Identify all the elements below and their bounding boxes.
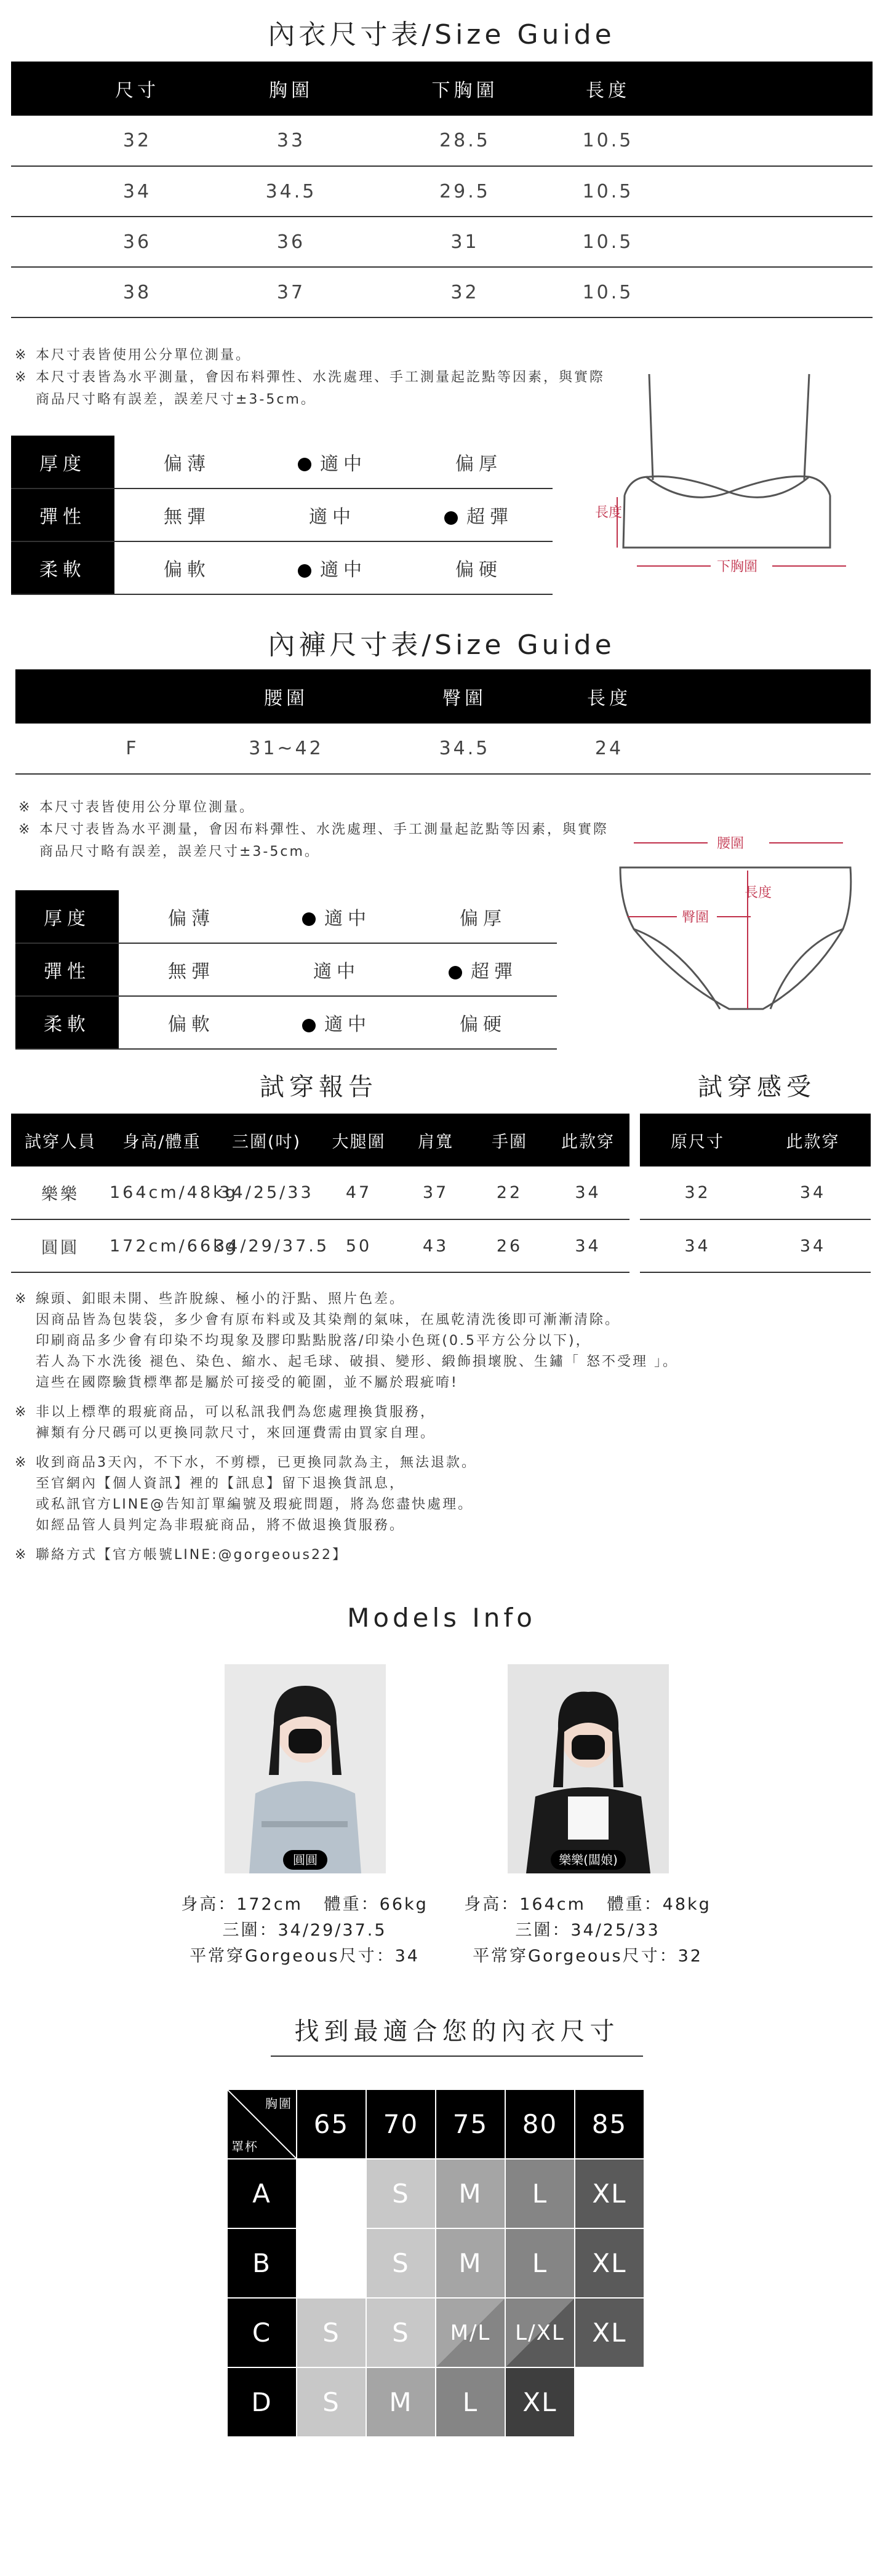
table-cell: 36 <box>76 217 199 267</box>
feel-label: 彈性 <box>11 488 114 541</box>
selected-dot-icon <box>302 912 316 926</box>
table-cell: 34 <box>755 1219 871 1272</box>
feel-row <box>15 996 557 1049</box>
size-cell-split: L/XL <box>505 2298 575 2367</box>
length-label: 長度 <box>595 505 623 520</box>
feel-row <box>11 436 553 488</box>
size-cell: L <box>505 2159 575 2228</box>
panty-notes <box>18 797 609 863</box>
feel-option: 適中 <box>260 436 405 488</box>
reference-mark-icon: ※ <box>15 1455 28 1470</box>
note-text: 本尺寸表皆使用公分單位測量。 <box>39 800 255 815</box>
table-header-row <box>11 62 873 116</box>
table-row <box>11 166 873 217</box>
cup-row <box>227 2159 644 2228</box>
table-cell: F <box>71 724 194 774</box>
model-photo-lele <box>508 1664 669 1873</box>
table-cell: 34 <box>546 1166 629 1219</box>
model-height: 身高：164cm <box>464 1895 586 1914</box>
size-cell: S <box>366 2298 436 2367</box>
table-row <box>11 1166 629 1219</box>
table-row <box>11 1219 629 1272</box>
feel-option: 偏軟 <box>119 996 264 1049</box>
header-cell: 此款穿 <box>546 1114 629 1166</box>
hip-label: 臀圍 <box>682 910 709 925</box>
cup-label: C <box>227 2298 297 2367</box>
table-cell: 172cm/66kg <box>110 1219 214 1272</box>
feel-option: 適中 <box>264 996 409 1049</box>
size-cell-split: M/L <box>436 2298 505 2367</box>
reference-mark-icon: ※ <box>15 1405 28 1420</box>
model-weight: 體重：48kg <box>607 1895 711 1914</box>
selected-dot-icon <box>298 458 311 471</box>
model-photo-yuanyuan <box>225 1664 386 1873</box>
corner-cup-label: 罩杯 <box>231 2139 258 2154</box>
size-cell: M <box>436 2159 505 2228</box>
models-title: Models Info <box>347 1603 536 1633</box>
feel-label: 厚度 <box>15 890 119 943</box>
size-cell: XL <box>575 2298 644 2367</box>
size-cell: S <box>366 2159 436 2228</box>
notice-block: ※ 收到商品3天內，不下水，不剪標，已更換同款為主，無法退款。 至官網內【個人資訊】裡的【訊息】留下退換貨訊息， 或私訊官方LINE@告知訂單編號及瑕疵問題，將為您盡快處理。 如經品管人員判定為非瑕疵商品，將不做退換貨服務。 <box>15 1453 864 1536</box>
header-cell: 原尺寸 <box>640 1114 755 1166</box>
length-label: 長度 <box>745 885 772 901</box>
table-cell: 34.5 <box>378 724 551 774</box>
table-cell: 34 <box>76 166 199 217</box>
table-row <box>11 217 873 267</box>
band-header-row <box>227 2089 644 2159</box>
table-header-row <box>11 1114 629 1166</box>
cup-row <box>227 2367 644 2437</box>
table-cell: 10.5 <box>546 116 669 166</box>
table-row <box>11 267 873 317</box>
feel-row <box>15 890 557 943</box>
feel-option: 適中 <box>264 890 409 943</box>
feel-option: 偏薄 <box>114 436 260 488</box>
header-cell: 身高/體重 <box>110 1114 214 1166</box>
header-cell: 此款穿 <box>755 1114 871 1166</box>
note-text: 本尺寸表皆為水平測量，會因布料彈性、水洗處理、手工測量起訖點等因素，與實際商品尺寸略有誤差，誤差尺寸±3-5cm。 <box>39 822 609 859</box>
table-cell: 31 <box>383 217 546 267</box>
feel-option: 超彈 <box>405 488 553 541</box>
selected-dot-icon <box>444 511 458 525</box>
panty-size-table <box>15 669 871 775</box>
contact-line: 聯絡方式【官方帳號LINE:@gorgeous22】 <box>36 1547 348 1563</box>
bra-outline-icon <box>623 374 830 548</box>
size-cell: M <box>436 2228 505 2298</box>
notice-block: ※ 非以上標準的瑕疵商品，可以私訊我們為您處理換貨服務， 褲類有分尺碼可以更換同款尺寸，來回運費需由買家自理。 <box>15 1402 864 1444</box>
feel-option: 偏硬 <box>409 996 557 1049</box>
feel-option: 偏厚 <box>409 890 557 943</box>
header-cell: 試穿人員 <box>11 1114 110 1166</box>
feel-option: 超彈 <box>409 943 557 996</box>
header-cell: 臀圍 <box>378 669 551 724</box>
table-cell: 32 <box>383 267 546 317</box>
table-cell: 50 <box>319 1219 399 1272</box>
grid-corner <box>227 2089 297 2159</box>
reference-mark-icon: ※ <box>15 370 28 385</box>
notice-block <box>15 1545 864 1566</box>
table-cell: 38 <box>76 267 199 317</box>
table-cell: 34.5 <box>199 166 383 217</box>
underbust-label: 下胸圍 <box>717 559 758 575</box>
feel-row <box>11 541 553 594</box>
model-bwh: 三圍：34/25/33 <box>515 1921 660 1940</box>
selected-dot-icon <box>449 966 462 979</box>
trial-report-table <box>11 1114 629 1273</box>
reference-mark-icon: ※ <box>15 1547 28 1563</box>
band-label: 75 <box>436 2089 505 2159</box>
size-cell: L <box>436 2367 505 2437</box>
panty-size-title: 內褲尺寸表/Size Guide <box>268 629 615 661</box>
header-cell: 三圍(吋) <box>214 1114 319 1166</box>
header-cell: 長度 <box>551 669 668 724</box>
feel-label: 厚度 <box>11 436 114 488</box>
trial-report-title: 試穿報告 <box>260 1073 378 1101</box>
cup-row <box>227 2228 644 2298</box>
feel-option: 適中 <box>260 541 405 594</box>
panty-diagram <box>609 824 868 1021</box>
note-text: 本尺寸表皆為水平測量，會因布料彈性、水洗處理、手工測量起訖點等因素，與實際商品尺寸略有誤差，誤差尺寸±3-5cm。 <box>36 370 605 407</box>
size-cell <box>297 2159 366 2228</box>
feel-label: 柔軟 <box>11 541 114 594</box>
table-cell: 37 <box>399 1166 473 1219</box>
feel-option: 偏軟 <box>114 541 260 594</box>
table-row <box>640 1166 871 1219</box>
note-text: 本尺寸表皆使用公分單位測量。 <box>36 348 252 363</box>
table-cell: 164cm/48kg <box>110 1166 214 1219</box>
table-cell: 29.5 <box>383 166 546 217</box>
header-cell <box>71 669 194 724</box>
header-cell: 大腿圍 <box>319 1114 399 1166</box>
notice-block: ※ 線頭、釦眼未開、些許脫線、極小的汙點、照片色差。 因商品皆為包裝袋，多少會有原布料或及其染劑的氣味，在風乾清洗後即可漸漸清除。 印刷商品多少會有印染不均現象及膠印點點脫落/印染小色斑(0.5平方公分以下)， 若人為下水洗後 褪色、染色、縮水、起毛球、破損、變形、緞飾損壞脫、生鏽「 怒不受理 」。 這些在國際驗貨標準都是屬於可接受的範圍，並不屬於瑕疵唷! <box>15 1289 864 1394</box>
header-cell: 胸圍 <box>199 62 383 116</box>
feel-option: 適中 <box>264 943 409 996</box>
waist-label: 腰圍 <box>717 836 745 851</box>
model-caption: 圓圓 <box>283 1850 327 1870</box>
model-weight: 體重：66kg <box>324 1895 428 1914</box>
band-label: 65 <box>297 2089 366 2159</box>
model-figure-icon <box>508 1664 669 1873</box>
reference-mark-icon: ※ <box>18 800 32 815</box>
feel-option: 無彈 <box>119 943 264 996</box>
header-cell: 下胸圍 <box>383 62 546 116</box>
table-cell: 31~42 <box>194 724 378 774</box>
panty-outline-icon <box>620 867 851 1009</box>
trial-feeling-table <box>640 1114 871 1273</box>
table-cell: 47 <box>319 1166 399 1219</box>
header-cell: 手圍 <box>473 1114 546 1166</box>
size-cell: XL <box>505 2367 575 2437</box>
cup-label: B <box>227 2228 297 2298</box>
feel-row <box>11 488 553 541</box>
model-usual-size: 平常穿Gorgeous尺寸：32 <box>473 1947 703 1966</box>
header-cell: 長度 <box>546 62 669 116</box>
bra-diagram <box>588 363 858 584</box>
header-cell: 肩寬 <box>399 1114 473 1166</box>
model-bwh: 三圍：34/29/37.5 <box>222 1921 387 1940</box>
feel-option: 偏硬 <box>405 541 553 594</box>
size-cell <box>575 2367 644 2437</box>
table-cell: 樂樂 <box>11 1166 110 1219</box>
selected-dot-icon <box>302 1019 316 1032</box>
size-cell: XL <box>575 2159 644 2228</box>
notice-list <box>15 1289 864 1566</box>
table-cell: 34 <box>755 1166 871 1219</box>
size-cell: S <box>366 2228 436 2298</box>
table-cell: 22 <box>473 1166 546 1219</box>
model-figure-icon <box>225 1664 386 1873</box>
panty-feel-table <box>15 890 557 1050</box>
table-row <box>11 116 873 166</box>
table-cell: 28.5 <box>383 116 546 166</box>
table-cell: 10.5 <box>546 267 669 317</box>
feel-option: 無彈 <box>114 488 260 541</box>
table-cell: 34 <box>546 1219 629 1272</box>
size-cell: M <box>366 2367 436 2437</box>
size-cell: S <box>297 2367 366 2437</box>
model-caption: 樂樂(闆娘) <box>551 1850 626 1870</box>
table-header-row <box>640 1114 871 1166</box>
cup-row <box>227 2298 644 2367</box>
table-cell: 36 <box>199 217 383 267</box>
bra-size-table <box>11 62 873 318</box>
size-cell: L <box>505 2228 575 2298</box>
size-finder-title: 找到最適合您的內衣尺寸 <box>271 2012 643 2057</box>
table-header-row <box>15 669 871 724</box>
table-cell: 26 <box>473 1219 546 1272</box>
selected-dot-icon <box>298 564 311 578</box>
table-cell: 圓圓 <box>11 1219 110 1272</box>
model-info-yuanyuan <box>169 1892 440 1969</box>
feel-label: 彈性 <box>15 943 119 996</box>
header-cell: 尺寸 <box>76 62 199 116</box>
table-cell: 32 <box>76 116 199 166</box>
feel-option: 適中 <box>260 488 405 541</box>
corner-band-label: 胸圍 <box>265 2096 292 2111</box>
feel-label: 柔軟 <box>15 996 119 1049</box>
table-row <box>15 724 871 774</box>
table-cell: 37 <box>199 267 383 317</box>
reference-mark-icon: ※ <box>15 1291 28 1307</box>
feel-option: 偏薄 <box>119 890 264 943</box>
table-cell: 34 <box>640 1219 755 1272</box>
model-info-lele <box>452 1892 723 1969</box>
header-cell: 腰圍 <box>194 669 378 724</box>
trial-feeling-title: 試穿感受 <box>698 1073 816 1101</box>
table-cell: 34/25/33 <box>214 1166 319 1219</box>
model-usual-size: 平常穿Gorgeous尺寸：34 <box>190 1947 420 1966</box>
table-cell: 10.5 <box>546 217 669 267</box>
size-cell <box>297 2228 366 2298</box>
table-row <box>640 1219 871 1272</box>
cup-label: D <box>227 2367 297 2437</box>
table-cell: 24 <box>551 724 668 774</box>
table-cell: 34/29/37.5 <box>214 1219 319 1272</box>
band-label: 80 <box>505 2089 575 2159</box>
table-cell: 32 <box>640 1166 755 1219</box>
table-cell: 33 <box>199 116 383 166</box>
reference-mark-icon: ※ <box>15 348 28 363</box>
cup-label: A <box>227 2159 297 2228</box>
size-cell: S <box>297 2298 366 2367</box>
bra-notes <box>15 345 605 411</box>
size-cell: XL <box>575 2228 644 2298</box>
feel-option: 偏厚 <box>405 436 553 488</box>
size-finder-grid <box>226 2089 645 2438</box>
reference-mark-icon: ※ <box>18 822 32 837</box>
model-height: 身高：172cm <box>181 1895 303 1914</box>
bra-feel-table <box>11 436 553 595</box>
table-cell: 10.5 <box>546 166 669 217</box>
feel-row <box>15 943 557 996</box>
band-label: 70 <box>366 2089 436 2159</box>
table-cell: 43 <box>399 1219 473 1272</box>
bra-size-title: 內衣尺寸表/Size Guide <box>268 19 615 50</box>
band-label: 85 <box>575 2089 644 2159</box>
